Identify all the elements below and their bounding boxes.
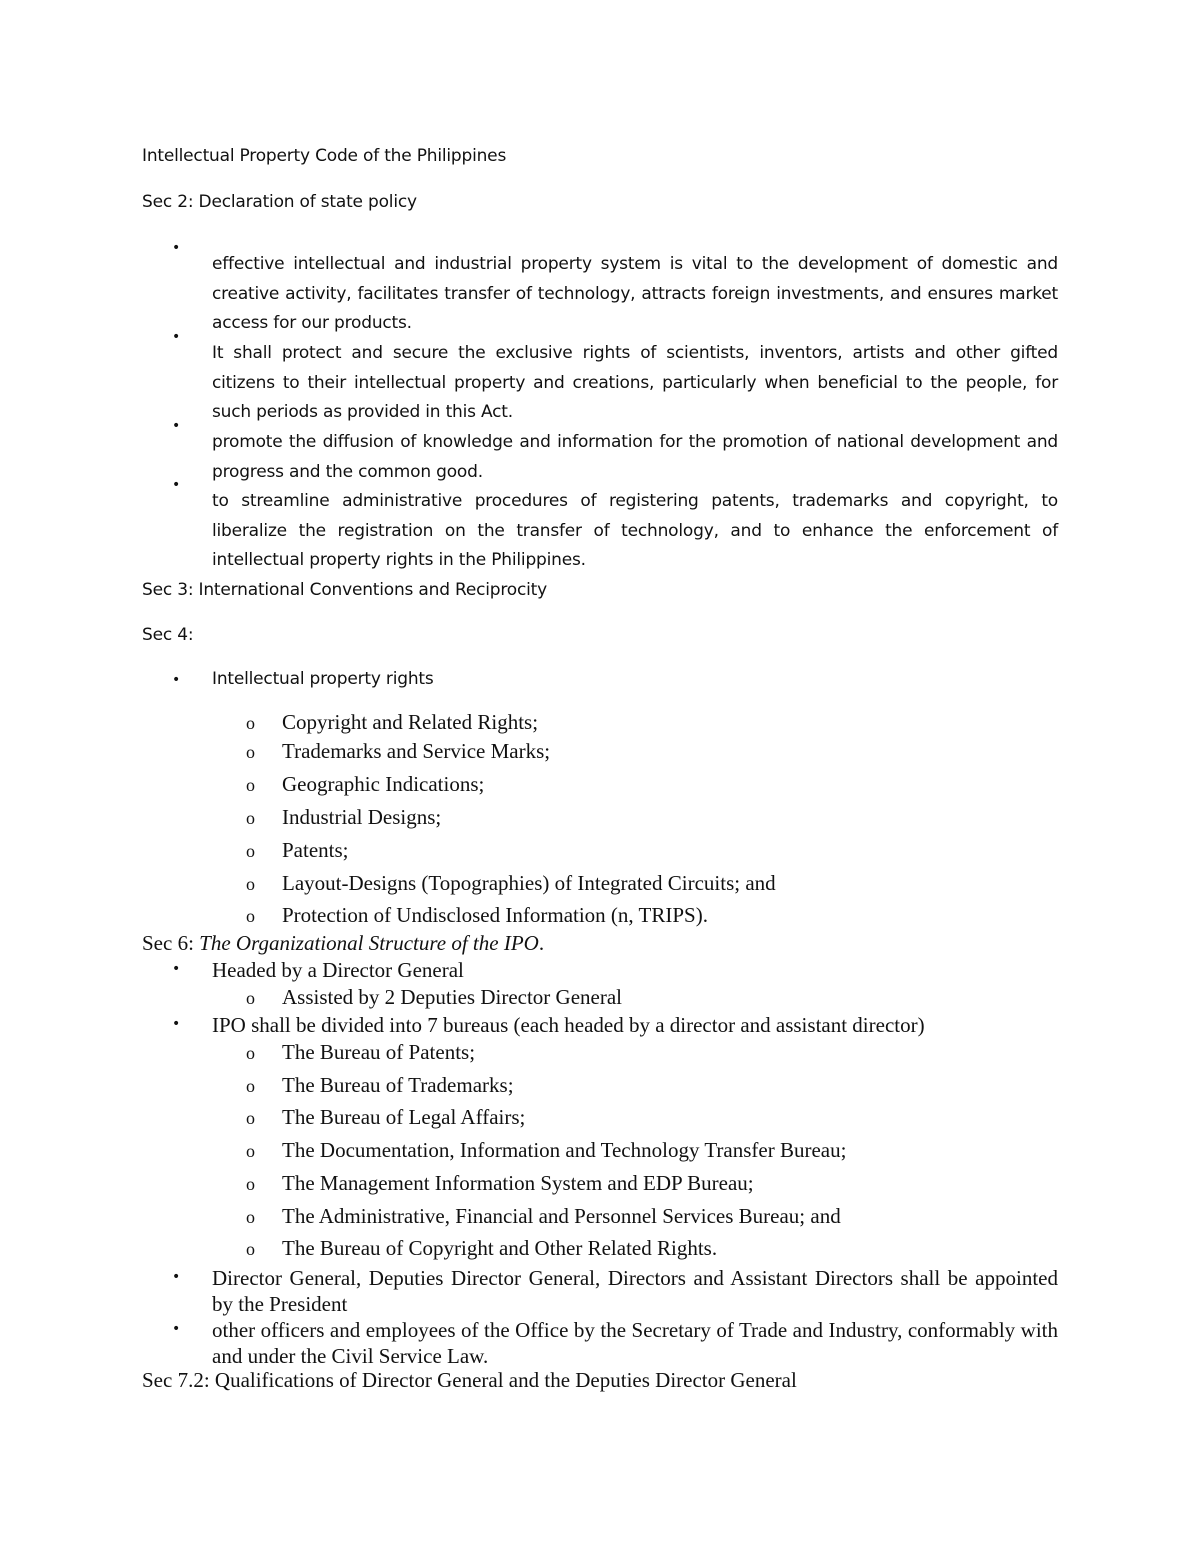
- sub-bullet-marker: o: [246, 841, 255, 861]
- bureau-3: The Bureau of Legal Affairs;: [282, 1105, 526, 1129]
- sec2-bullet-1: effective intellectual and industrial property system is vital to the development of domestic and creative activity, facilitates transfer of technology, attracts foreign investments, and ensures market access for our products.: [212, 254, 1058, 334]
- bureau-2: The Bureau of Trademarks;: [282, 1073, 514, 1097]
- bullet-marker: •: [172, 961, 181, 977]
- bureau-1: The Bureau of Patents;: [282, 1040, 476, 1064]
- sec2-bullet-3: promote the diffusion of knowledge and information for the promotion of national development and progress and the common good.: [212, 432, 1058, 482]
- sub-bullet-marker: o: [246, 1108, 255, 1128]
- sec6-heading: Sec 6: The Organizational Structure of the IPO.: [142, 931, 545, 955]
- bullet-marker: •: [172, 1016, 181, 1032]
- bullet-marker: •: [172, 1321, 181, 1337]
- bullet-marker: •: [172, 1269, 181, 1285]
- document-title: Intellectual Property Code of the Philippines: [142, 146, 507, 166]
- sub-bullet-marker: o: [246, 1043, 255, 1063]
- bureau-7: The Bureau of Copyright and Other Related Rights.: [282, 1236, 718, 1260]
- sec4-heading: Sec 4:: [142, 625, 194, 645]
- sub-bullet-marker: o: [246, 713, 255, 733]
- sec4-item-4: Industrial Designs;: [282, 805, 442, 829]
- sub-bullet-marker: o: [246, 1076, 255, 1096]
- bullet-marker: •: [172, 672, 181, 688]
- sub-bullet-marker: o: [246, 1239, 255, 1259]
- bullet-marker: •: [172, 477, 181, 493]
- sec6-bullet-1: Headed by a Director General: [212, 958, 464, 982]
- sec6-bullet-2: IPO shall be divided into 7 bureaus (each headed by a director and assistant director): [212, 1013, 925, 1037]
- sec3-heading: Sec 3: International Conventions and Reciprocity: [142, 580, 547, 600]
- sec4-bullet: Intellectual property rights: [212, 669, 434, 689]
- sec2-heading: Sec 2: Declaration of state policy: [142, 192, 417, 212]
- bullet-marker: •: [172, 329, 181, 345]
- sec6-bullet-4: other officers and employees of the Office by the Secretary of Trade and Industry, conformably with and under the Civil Service Law.: [212, 1318, 1058, 1368]
- bureau-4: The Documentation, Information and Technology Transfer Bureau;: [282, 1138, 847, 1162]
- sec6-bullet-1-sub: Assisted by 2 Deputies Director General: [282, 985, 622, 1009]
- sec4-item-1: Copyright and Related Rights;: [282, 710, 539, 734]
- sub-bullet-marker: o: [246, 1174, 255, 1194]
- sec4-item-2: Trademarks and Service Marks;: [282, 739, 551, 763]
- sub-bullet-marker: o: [246, 1141, 255, 1161]
- bullet-marker: •: [172, 240, 181, 256]
- sub-bullet-marker: o: [246, 742, 255, 762]
- sub-bullet-marker: o: [246, 808, 255, 828]
- bureau-5: The Management Information System and EDP Bureau;: [282, 1171, 754, 1195]
- sub-bullet-marker: o: [246, 988, 255, 1008]
- sec4-item-6: Layout-Designs (Topographies) of Integrated Circuits; and: [282, 871, 776, 895]
- sub-bullet-marker: o: [246, 906, 255, 926]
- sec4-item-7: Protection of Undisclosed Information (n, TRIPS).: [282, 903, 708, 927]
- sec4-item-5: Patents;: [282, 838, 349, 862]
- sec7-heading: Sec 7.2: Qualifications of Director General and the Deputies Director General: [142, 1368, 797, 1392]
- sec4-item-3: Geographic Indications;: [282, 772, 485, 796]
- sec2-bullet-2: It shall protect and secure the exclusive rights of scientists, inventors, artists and other gifted citizens to their intellectual property and creations, particularly when beneficial to the people, for such periods as provided in this Act.: [212, 343, 1058, 423]
- sub-bullet-marker: o: [246, 874, 255, 894]
- sec2-bullet-4: to streamline administrative procedures of registering patents, trademarks and copyright, to liberalize the registration on the transfer of technology, and to enhance the enforcement of intellectual property rights in the Philippines.: [212, 491, 1058, 571]
- sub-bullet-marker: o: [246, 1207, 255, 1227]
- sec6-bullet-3: Director General, Deputies Director General, Directors and Assistant Directors shall be appointed by the President: [212, 1266, 1058, 1316]
- sec6-heading-italic: The Organizational Structure of the IPO: [199, 931, 539, 955]
- sub-bullet-marker: o: [246, 775, 255, 795]
- bullet-marker: •: [172, 418, 181, 434]
- bureau-6: The Administrative, Financial and Personnel Services Bureau; and: [282, 1204, 841, 1228]
